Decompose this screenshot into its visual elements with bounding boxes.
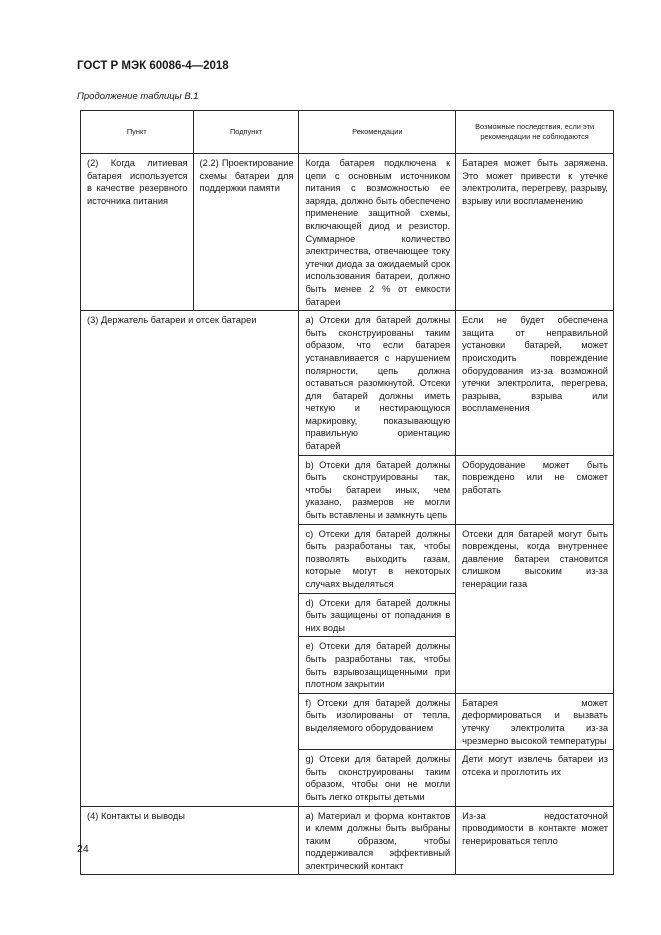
cell-consequence: Из-за недостаточной проводимости в контакте может генерироваться тепло <box>456 806 614 875</box>
cell-subitem: (2.2) Проектирование схемы батареи для поддержки памяти <box>193 154 299 311</box>
header-item: Пункт <box>81 111 194 154</box>
cell-recommendation: a) Материал и форма контактов и клемм должны быть выбраны таким образом, чтобы поддерживался эффективный электрический контакт <box>299 806 456 875</box>
cell-item: (4) Контакты и выводы <box>81 806 299 875</box>
cell-recommendation: a) Отсеки для батарей должны быть сконструированы таким образом, что если батарея устанавливается с нарушением полярности, цепь должна оставаться разомкнутой. Отсеки для батарей должны иметь четкую и нестирающуюся маркировку, показывающую правильную ориентацию батарей <box>299 311 456 456</box>
cell-recommendation: f) Отсеки для батарей должны быть изолированы от тепла, выделяемого оборудованием <box>299 693 456 749</box>
cell-item: (2) Когда литиевая батарея используется в качестве резервного источника питания <box>81 154 194 311</box>
cell-recommendation: b) Отсеки для батарей должны быть сконструированы так, чтобы батареи иных, чем указано, размеров не могли быть вставлены и замкнуть цепь <box>299 455 456 524</box>
cell-consequence: Дети могут извлечь батареи из отсека и проглотить их <box>456 750 614 806</box>
cell-consequence: Батарея может быть заряжена. Это может привести к утечке электролита, перегреву, разрыву, взрыву или воспламенению <box>456 154 614 311</box>
cell-consequence: Отсеки для батарей могут быть повреждены, когда внутреннее давление батареи становится слишком высоким из-за генерации газа <box>456 524 614 693</box>
document-title: ГОСТ Р МЭК 60086-4—2018 <box>77 60 229 72</box>
recommendations-table <box>80 110 614 875</box>
table-row <box>81 311 614 456</box>
cell-recommendation: Когда батарея подключена к цепи с основным источником питания с возможностью ее заряда, должно быть обеспечено применение защитной схемы, включающей диод и резистор. Суммарное количество электричества, отвечающее току утечки диода за ожидаемый срок использования батареи, должно быть менее 2 % от емкости батареи <box>299 154 456 311</box>
cell-consequence: Если не будет обеспечена защита от неправильной установки батарей, может происходить повреждение оборудования из-за возможной утечки электролита, перегрева, разрыва, взрыва или воспламенения <box>456 311 614 456</box>
cell-recommendation: c) Отсеки для батарей должны быть разработаны так, чтобы позволять выходить газам, которые могут в некоторых случаях выделяться <box>299 524 456 593</box>
cell-consequence: Оборудование может быть повреждено или не сможет работать <box>456 455 614 524</box>
table-row <box>81 154 614 311</box>
table-continuation-caption: Продолжение таблицы В.1 <box>77 91 199 102</box>
table-header-row <box>81 111 614 154</box>
page-number: 24 <box>77 843 89 855</box>
cell-recommendation: e) Отсеки для батарей должны быть разработаны так, чтобы быть взрывозащищенными при плотном закрытии <box>299 637 456 693</box>
table-row <box>81 806 614 875</box>
header-consequences: Возможные последствия, если эти рекомендации не соблюдаются <box>456 111 614 154</box>
cell-recommendation: d) Отсеки для батарей должны быть защищены от попадания в них воды <box>299 593 456 637</box>
cell-item: (3) Держатель батареи и отсек батареи <box>81 311 299 806</box>
header-recommendations: Рекомендации <box>299 111 456 154</box>
header-subitem: Подпункт <box>193 111 299 154</box>
cell-consequence: Батарея может деформироваться и вызвать утечку электролита из-за чрезмерно высокой температуры <box>456 693 614 749</box>
cell-recommendation: g) Отсеки для батарей должны быть сконструированы таким образом, чтобы они не могли быть легко открыты детьми <box>299 750 456 806</box>
